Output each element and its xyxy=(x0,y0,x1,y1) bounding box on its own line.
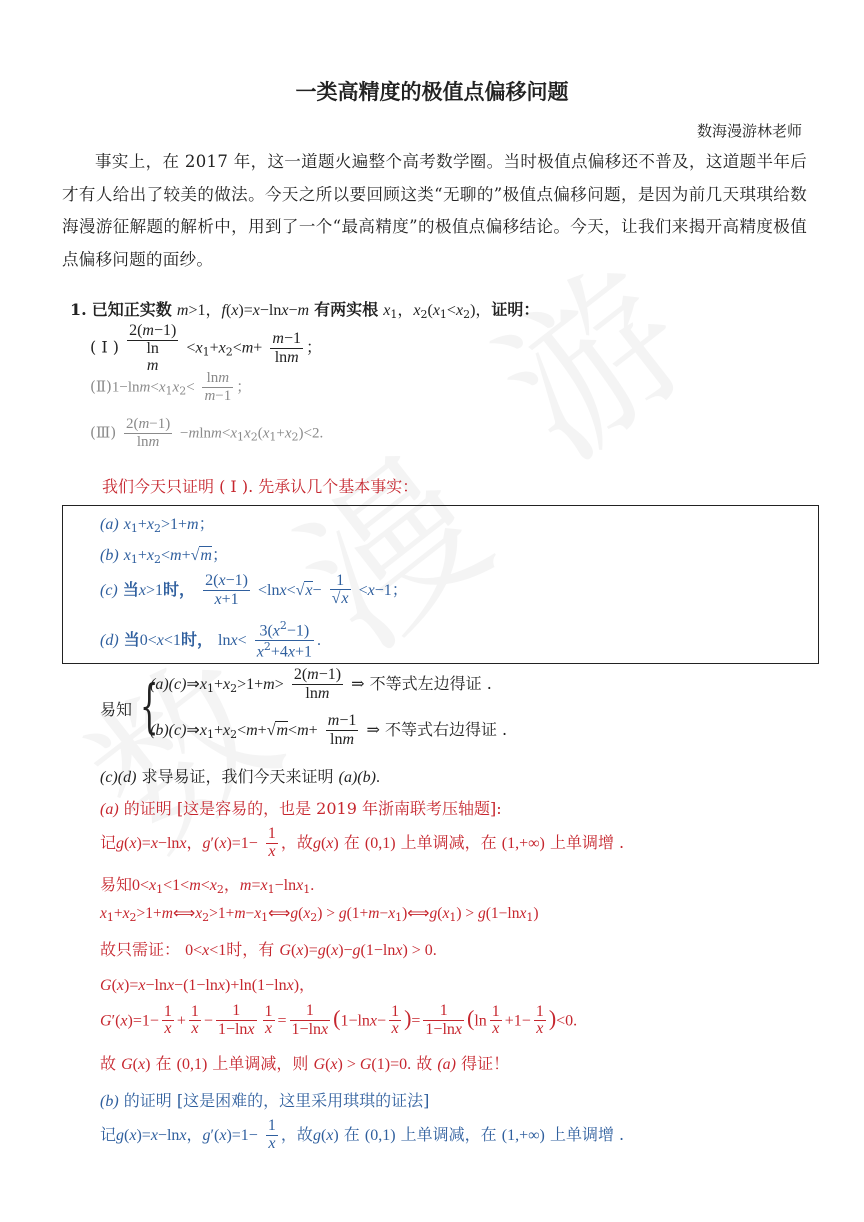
proof-a-dec: 上单调减，在 xyxy=(400,832,497,852)
author: 数海漫游林老师 xyxy=(696,122,802,140)
proof-b-dec: 上单调减，在 xyxy=(400,1124,497,1144)
part-3: (Ⅲ) $\frac{2(m-1)}{\ln m}$ $-mlnm<x_1x_2(x_1+x_2)<2$. xyxy=(90,416,324,450)
proof-a-conclude-3: 故 xyxy=(416,1054,433,1073)
note-line: 我们今天只证明 ( I ). 先承认几个基本事实： xyxy=(102,477,419,496)
page-title: 一类高精度的极值点偏移问题 xyxy=(295,80,569,104)
fact-d-when: 当 xyxy=(123,630,140,650)
fact-c-when: 当 xyxy=(122,579,139,599)
proof-a-line-2: 易知$0<x_1<1<m<x_2$，$m=x_1-\ln x_1$. xyxy=(100,875,315,896)
proof-a-line-3: $x_1+x_2>1+m⟺x_2>1+m-x_1⟺g(x_2)$ > $g(1+m-x_1)⟺g(x_1) > g(1-\ln x_1)$ xyxy=(100,905,539,924)
part-1-label: ( I ) xyxy=(90,337,119,357)
proof-a-line-4: 故只需证： 0<x<1时，有 G(x)=g(x)−g(1−lnx) > 0. xyxy=(100,940,437,959)
proof-a-conclude-1: 故 xyxy=(100,1054,117,1073)
problem-end: 证明： xyxy=(491,300,540,319)
part-1: ( I ) 2(m−1) ln m $<x_1+x_2<m+$ $\frac{m-1}{\ln m}$ ； xyxy=(90,322,323,374)
cd-line: (c)(d) 求导易证，我们今天来证明 (a)(b). xyxy=(100,767,380,786)
part-2-label: (Ⅱ) xyxy=(90,377,112,396)
yizhi-line-1: $(a)(c)\Rightarrow x_1+x_2>1+m>$ $\frac{2(m-1)}{\ln m}$ ⇒ 不等式左边得证 . xyxy=(150,666,492,702)
proof-b-therefore: ，故 xyxy=(280,1124,313,1144)
proof-a-on: 在 xyxy=(343,832,360,852)
proof-a-only-need: 故只需证： xyxy=(100,940,181,959)
proof-a-on-2: 在 xyxy=(155,1054,172,1073)
fact-b: (b) $x_1+x_2<m+√m$； xyxy=(100,545,228,566)
fact-b-label: (b) xyxy=(100,547,119,564)
fact-d-label: (d) xyxy=(100,632,119,650)
proof-b-define: 记 xyxy=(100,1124,117,1144)
proof-a-line-5: G(x)=x−lnx−(1−lnx)+ln(1−lnx)， xyxy=(100,975,316,994)
fact-c-time: 时， xyxy=(163,579,196,599)
part-3-label: (Ⅲ) xyxy=(90,423,117,442)
proof-a-when-have: 时，有 xyxy=(226,940,275,959)
intro-paragraph: 事实上，在 2017 年，这一道题火遍整个高考数学圈。当时极值点偏移还不普及，这道题半年后才有人给出了较美的做法。今天之所以要回顾这类“无聊的”极值点偏移问题，是因为前几天琪琪给数海漫游征解题的解析中，用到了一个“最高精度”的极值点偏移结论。今天，让我们来揭开高精度极值点偏移问题的面纱。 xyxy=(62,152,807,269)
proof-a-line-7: 故 G(x) 在 (0,1) 上单调减，则 G(x) > G(1)=0. 故 (a) 得证！ xyxy=(100,1054,510,1073)
yizhi-label: 易知 xyxy=(100,700,133,719)
proof-a-define: 记 xyxy=(100,832,117,852)
yizhi-line-2: $(b)(c)\Rightarrow x_1+x_2<m+√m<m+$ $\frac{m-1}{\ln m}$ ⇒ 不等式右边得证 . xyxy=(150,712,508,748)
cd-line-text: 求导易证，我们今天来证明 xyxy=(141,767,334,786)
part-2: $(Ⅱ)1-\ln m<x_1x_2<$ $\frac{\ln m}{m-1}$ ； xyxy=(90,370,252,404)
proof-b-heading: (b) 的证明 [这是困难的，这里采用琪琪的证法] xyxy=(100,1091,430,1110)
fact-a-label: (a) xyxy=(100,516,119,533)
proof-b-heading-text: 的证明 [这是困难的，这里采用琪琪的证法] xyxy=(123,1091,430,1110)
proof-a-inc: 上单调增 . xyxy=(549,832,625,852)
proof-a-heading: (a) 的证明 [这是容易的，也是 2019 年浙南联考压轴题]: xyxy=(100,799,502,818)
fact-a: (a) $x_1+x_2>1+m$； xyxy=(100,514,215,535)
proof-b-inc: 上单调增 . xyxy=(549,1124,625,1144)
proof-b-on: 在 xyxy=(343,1124,360,1144)
problem-statement: 1. 已知正实数 m>1，f(x)=x−lnx−m 有两实根 $x_1$，$x_2(x_1<x_2)$，证明： xyxy=(70,300,540,321)
yizhi-right-result: ⇒ 不等式右边得证 . xyxy=(366,719,508,739)
yizhi-left-result: ⇒ 不等式左边得证 . xyxy=(351,673,492,693)
fact-c: (c) 当x>1时， $\frac{2(x-1)}{x+1}$ <lnx<√x− $\frac{1}{√x}$ <x−1； xyxy=(100,571,408,608)
problem-lead: 已知正实数 xyxy=(91,300,172,319)
brace: { xyxy=(140,672,159,740)
fact-c-label: (c) xyxy=(100,581,118,599)
proof-a-line-6: G′(x)=1− $\frac{1}{x}$ + $\frac{1}{x}$ − $\frac{1}{1-\ln x}$ $\frac{1}{x}$ = $\frac{1}{1-\ln x}$ (1−lnx− $\frac{1}{x}$ )= $\frac{1}{1-\ln x}$ (ln $\frac{1}{x}$ +1− $\frac{1}{x}$ )<0. xyxy=(100,1002,578,1038)
proof-b-line-1: 记g(x)=x−lnx，g′(x)=1− $\frac{1}{x}$ ，故g(x) 在 (0,1) 上单调减，在 (1,+∞) 上单调增 . xyxy=(100,1117,625,1152)
proof-a-conclude-2: 上单调减，则 xyxy=(212,1054,309,1073)
fact-d: (d) 当0<x<1时， lnx< $\frac{3(x^2-1)}{x^2+4x+1}$ . xyxy=(100,619,322,661)
problem-number: 1. xyxy=(70,300,87,319)
problem-mid: 有两实根 xyxy=(314,300,379,319)
proof-a-therefore: ，故 xyxy=(280,832,313,852)
proof-a-heading-text: 的证明 [这是容易的，也是 2019 年浙南联考压轴题]: xyxy=(123,799,502,818)
fact-d-time: 时， xyxy=(180,630,213,650)
proof-a-line-1: 记g(x)=x−lnx，g′(x)=1− $\frac{1}{x}$ ，故g(x) 在 (0,1) 上单调减，在 (1,+∞) 上单调增 . xyxy=(100,825,625,860)
proof-a-conclude-4: 得证！ xyxy=(461,1054,510,1073)
proof-a-easy: 易知 xyxy=(100,875,133,894)
